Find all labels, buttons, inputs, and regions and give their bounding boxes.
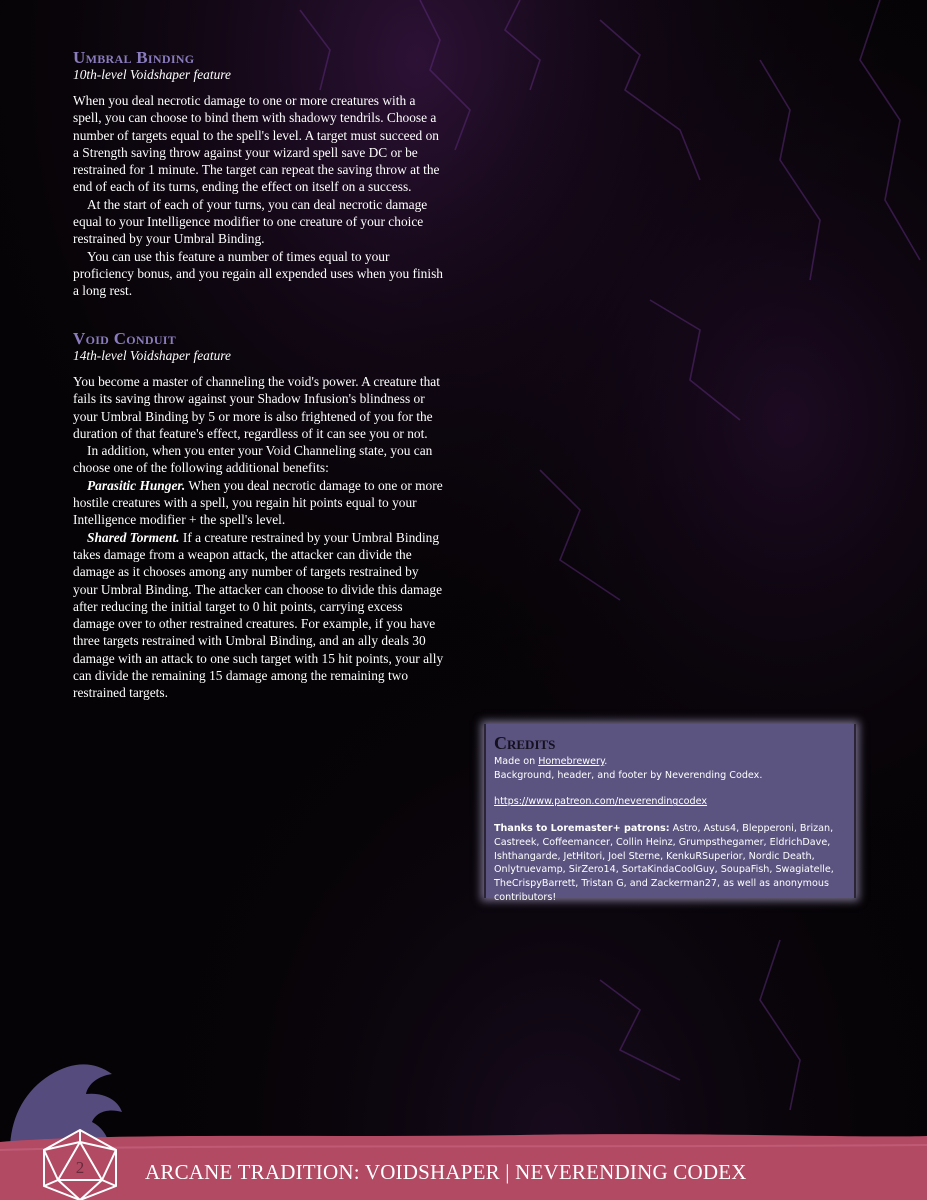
benefit-label: Parasitic Hunger. [87, 477, 186, 493]
made-on-line [494, 755, 846, 769]
paragraph: You become a master of channeling the void's power. A creature that fails its saving throw against your Shadow Infusion's blindness or your Umbral Binding by 5 or more is also frightened of you for the duration of that feature's effect, regardless of it can see you or not. [73, 374, 440, 441]
patreon-link[interactable]: https://www.patreon.com/neverendingcodex [494, 796, 708, 808]
background-credit: Background, header, and footer by Neverending Codex. [494, 769, 763, 781]
page-number: 2 [75, 1158, 85, 1177]
thanks-label: Thanks to Loremaster+ patrons: [494, 823, 670, 835]
section-title: Umbral Binding [73, 48, 195, 67]
paragraph: You can use this feature a number of times equal to your proficiency bonus, and you regain all expended uses when you finish a long rest. [73, 248, 444, 299]
made-on-prefix: Made on [494, 756, 539, 767]
patron-list: Astro, Astus4, Blepperoni, Brizan, Castreek, Coffeemancer, Collin Heinz, Grumpsthegamer, EldrichDave, Ishthangarde, JetHitori, Joel Sterne, KenkuRSuperior, Nordic Death, Onlytruevamp, SirZero14, SortaKindaCoolGuy, SoupaFish, Swagiatelle, TheCrispyBarrett, Tristan G, and Zackerman27, as well as anonymous contributors! [494, 823, 834, 903]
paragraph: In addition, when you enter your Void Channeling state, you can choose one of the following additional benefits: [73, 443, 433, 476]
section-title: Void Conduit [73, 329, 177, 348]
benefit-label: Shared Torment. [87, 529, 180, 545]
homebrewery-link[interactable]: Homebrewery [538, 756, 605, 767]
benefit-text: When you deal necrotic damage to one or more hostile creatures with a spell, you regain hit points equal to your Intelligence modifier + the spell's level. [73, 477, 443, 528]
section-subtitle: 14th-level Voidshaper feature [73, 348, 231, 363]
thanks-text [494, 822, 846, 904]
made-on-suffix: . [604, 756, 608, 767]
footer-title: ARCANE TRADITION: VOIDSHAPER | NEVERENDING CODEX [145, 1160, 747, 1184]
benefit-shared-torment [73, 529, 445, 702]
void-conduit-section [73, 330, 445, 702]
paragraph: At the start of each of your turns, you can deal necrotic damage equal to your Intelligence modifier to one creature of your choice restrained by your Umbral Binding. [73, 196, 428, 247]
credits-box [484, 724, 856, 903]
benefit-text: If a creature restrained by your Umbral Binding takes damage from a weapon attack, the attacker can divide the damage as it chooses among any number of targets restrained by your Umbral Binding. The attacker can choose to divide this damage after reducing the initial target to 0 hit points, carrying excess damage over to other restrained creatures. For example, if you have three targets restrained with Umbral Binding, and an ally deals 30 damage with an attack to one such target with 15 hit points, your ally can divide the remaining 15 damage among the remaining two restrained targets. [73, 529, 444, 701]
paragraph: When you deal necrotic damage to one or more creatures with a spell, you can choose to bind them with shadowy tendrils. Choose a number of targets equal to the spell's level. A target must succeed on a Strength saving throw against your wizard spell save DC or be restrained for 1 minute. The target can repeat the saving throw at the end of each of its turns, ending the effect on itself on a success. [73, 93, 440, 195]
section-subtitle: 10th-level Voidshaper feature [73, 67, 231, 82]
umbral-binding-section [73, 49, 445, 300]
benefit-parasitic-hunger [73, 477, 445, 529]
credits-title: Credits [494, 733, 556, 753]
